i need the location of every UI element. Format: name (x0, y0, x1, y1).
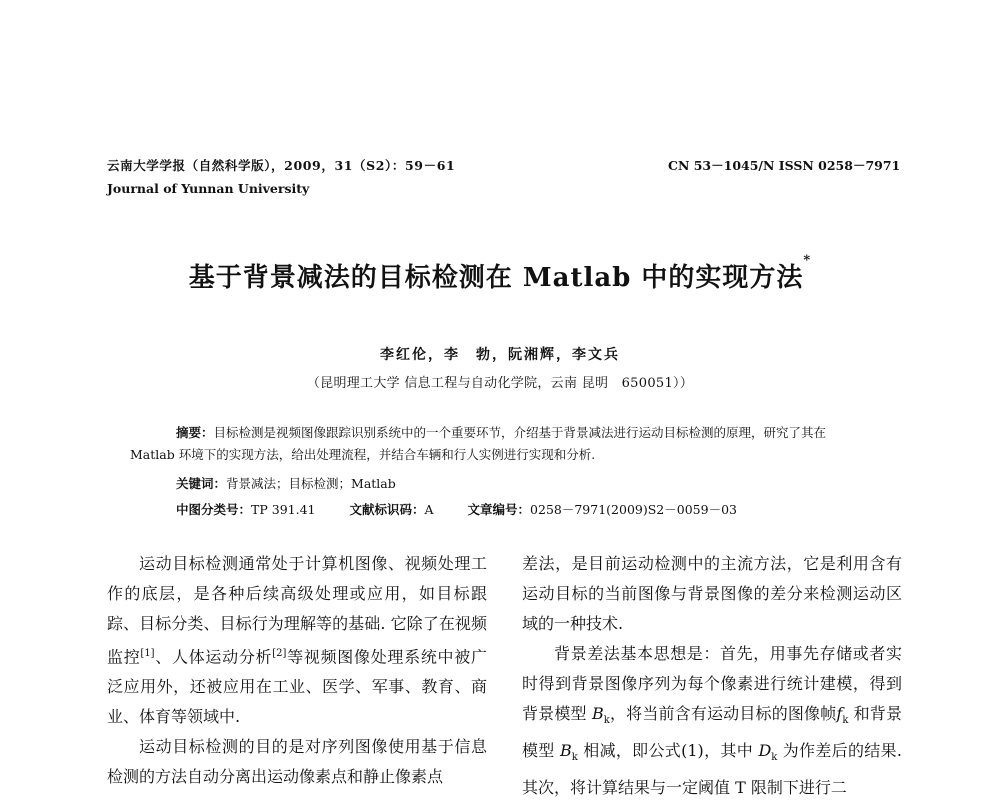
abstract-text: 目标检测是视频图像跟踪识别系统中的一个重要环节，介绍基于背景减法进行运动目标检测的原理，研究了其在 Matlab 环境下的实现方法，给出处理流程，并结合车辆和行人实例进行实现和分析. (130, 425, 827, 462)
math-symbol: f (836, 704, 843, 723)
math-symbol: B (560, 741, 572, 761)
math-symbol: B (591, 704, 604, 723)
body-text: 为作差后的结果. 其次，将计算结果与一定阈值 T 限制下进行二 (522, 741, 902, 798)
citation-ref: [2] (272, 648, 287, 659)
journal-citation: 云南大学学报（自然科学版），2009，31（S2）：59－61 (107, 158, 456, 173)
abstract (130, 422, 870, 466)
body-text: 、人体运动分析 (154, 647, 273, 667)
math-subscript: k (771, 752, 778, 764)
body-text: 背景差法基本思想是：首先，用事先存储或者实时得到背景图像序列为每个像素进行统计建模，得到背景模型 (522, 644, 902, 723)
keywords-label: 关键词： (176, 476, 227, 491)
clc-label: 中图分类号： (176, 502, 252, 517)
doc-code-label: 文献标识码： (349, 502, 425, 517)
math-subscript: k (842, 715, 849, 727)
paper-title-text: 基于背景减法的目标检测在 Matlab 中的实现方法 (188, 263, 804, 293)
math-subscript: k (603, 715, 610, 727)
classification-line (176, 500, 737, 518)
body-text: 等视频图像处理系统中被广泛应用外，还被应用在工业、医学、军事、教育、商业、体育等领域中. (107, 647, 487, 727)
article-number-value: 0258－7971(2009)S2－0059－03 (530, 502, 737, 517)
issn-number: CN 53－1045/N ISSN 0258－7971 (668, 158, 901, 173)
affiliation: （昆明理工大学 信息工程与自动化学院，云南 昆明 650051）） (306, 376, 694, 391)
authors: 李红伦，李 勃，阮湘辉，李文兵 (380, 347, 620, 363)
body-paragraph: 运动目标检测的目的是对序列图像使用基于信息检测的方法自动分离出运动像素点和静止像素点 (107, 737, 487, 787)
paper-title (0, 253, 1000, 294)
abstract-label: 摘要： (176, 425, 214, 440)
doc-code-value: A (424, 502, 434, 517)
body-text: ，将当前含有运动目标的图像帧 (609, 704, 837, 723)
body-column-right (522, 549, 902, 803)
title-footnote-mark: * (803, 253, 812, 268)
body-paragraph (522, 639, 902, 803)
body-text: 和背景模型 (522, 704, 902, 761)
body-paragraph: 差法，是目前运动检测中的主流方法，它是利用含有运动目标的当前图像与背景图像的差分来检测运动区域的一种技术. (522, 554, 902, 633)
math-subscript: k (571, 752, 578, 764)
clc-value: TP 391.41 (251, 502, 316, 517)
body-paragraph (107, 549, 487, 732)
citation-ref: [1] (140, 648, 155, 659)
article-number-label: 文章编号： (467, 502, 531, 517)
math-symbol: D (758, 741, 772, 761)
keywords-text: 背景减法；目标检测；Matlab (226, 476, 396, 491)
body-column-left (107, 549, 487, 792)
keywords (176, 474, 396, 492)
body-text: 相减，即公式(1)，其中 (577, 741, 754, 761)
body-text: 运动目标检测通常处于计算机图像、视频处理工作的底层，是各种后续高级处理或应用，如目标跟踪、目标分类、目标行为理解等的基础. 它除了在视频监控 (107, 554, 487, 667)
journal-english-name: Journal of Yunnan University (107, 181, 310, 196)
